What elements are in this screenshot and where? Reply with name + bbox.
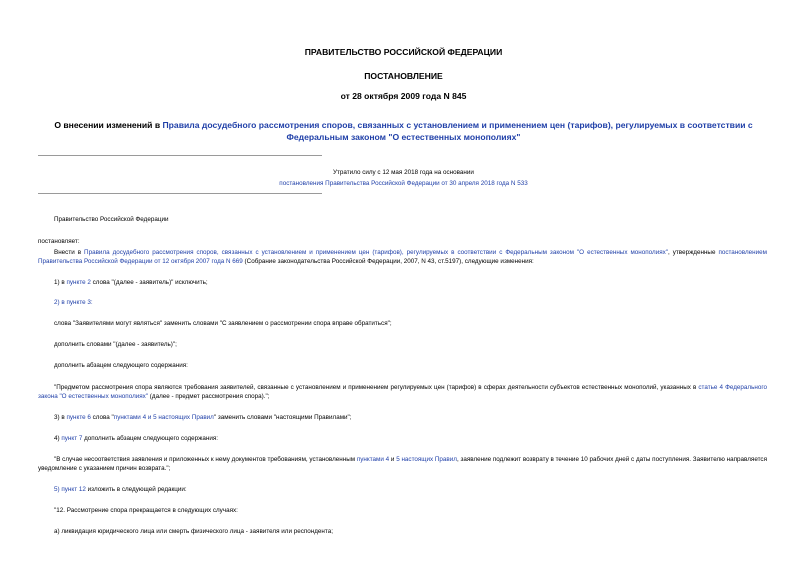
title-rules-link[interactable]: Правила досудебного рассмотрения споров, связанных с установлением и применением цен (тарифов), регулируемых в соответствии с Федеральным законом "О естественных монополиях" [162,120,753,142]
item-5-a: а) ликвидация юридического лица или смерть физического лица - заявителя или респондента; [54,528,333,535]
item-4-quote-text-3: , заявление подлежит возврату в течение 10 рабочих дней с даты поступления. Заявителю направляется уведомление с указанием причин возврата."; [38,456,767,472]
item-1-link[interactable]: пункте 2 [66,279,91,286]
item-2-quote [38,383,767,401]
status-line-2-wrap [0,180,807,188]
item-5-text-b: изложить в следующей редакции: [85,486,187,493]
item-4-quote-text-2: и [389,456,397,463]
item-1 [54,279,208,287]
item-3-link-2[interactable]: пунктами 4 и 5 настоящих Правил [113,414,214,421]
item-4-quote-link-2[interactable]: 5 настоящих Правил [396,456,457,463]
body-postanovlyaet: постановляет: [38,238,80,245]
item-4-quote-link-1[interactable]: пунктами 4 [356,456,390,463]
title-prefix: О внесении изменений в [54,120,163,130]
intro-rules-link[interactable]: Правила досудебного рассмотрения споров, связанных с установлением и применением цен (тарифов), регулируемых в соответствии с Федеральным законом "О естественных монополиях" [84,249,669,256]
item-3-text-c: " заменить словами "настоящими Правилами"; [213,414,352,421]
intro-text-2: , утвержденные [668,249,719,256]
item-4-text-a: 4) [54,435,62,442]
item-3-link-1[interactable]: пункте 6 [66,414,91,421]
item-4-quote [38,455,767,473]
status-line-1: Утратило силу с 12 мая 2018 года на основании [333,169,474,176]
item-2 [54,299,93,307]
status-rule-bottom [38,193,322,194]
intro-text-3: (Собрание законодательства Российской Федерации, 2007, N 43, ст.5197), следующие изменения: [242,258,534,265]
intro-resolution-link[interactable]: постановлением Правительства Российской Федерации от 12 октября 2007 года N 669 [38,249,767,265]
item-4-quote-text-1: "В случае несоответствия заявления и приложенных к нему документов требованиям, установленным [54,456,357,463]
item-2-quote-link[interactable]: статье 4 Федерального закона "О естественных монополиях" [38,384,767,400]
item-2-text-a: 2) в [54,299,67,306]
item-2-text-b: : [90,299,93,306]
item-1-text-a: 1) в [54,279,67,286]
item-1-text-b: слова "(далее - заявитель)" исключить; [90,279,208,286]
item-2-abzac: дополнить абзацем следующего содержания: [54,362,188,369]
item-3 [54,414,352,422]
item-5-link[interactable]: пункт 12 [61,486,86,493]
item-3-text-a: 3) в [54,414,67,421]
body-government: Правительство Российской Федерации [54,216,169,223]
item-5-quote: "12. Рассмотрение спора прекращается в следующих случаях: [54,507,238,514]
item-5 [54,486,187,494]
body-intro-paragraph [38,248,767,266]
item-2-link[interactable]: пункте 3 [66,299,91,306]
item-2-quote-text-1: "Предметом рассмотрения спора являются требования заявителей, связанные с установлением и применением регулируемых цен (тарифов) в сферах деятельности субъектов естественных монополий, указанных в [54,384,699,391]
item-2-add: дополнить словами "(далее - заявитель)"; [54,341,177,348]
item-4-link[interactable]: пункт 7 [61,435,83,442]
document-title [40,119,767,143]
document-date-number: от 28 октября 2009 года N 845 [340,91,467,101]
status-rule-top [38,155,322,156]
item-5-text-a: 5) [54,486,62,493]
item-4-text-b: дополнить абзацем следующего содержания: [82,435,219,442]
item-3-text-b: слова " [90,414,114,421]
status-repeal-link[interactable]: постановления Правительства Российской Федерации от 30 апреля 2018 года N 533 [279,180,528,187]
item-2-words: слова "Заявителями могут являться" заменить словами "С заявлением о рассмотрении спора вправе обратиться"; [54,320,392,327]
item-2-quote-text-2: (далее - предмет рассмотрения спора)."; [148,393,270,400]
document-type: ПОСТАНОВЛЕНИЕ [364,71,443,81]
intro-text-1: Внести в [54,249,85,256]
government-heading: ПРАВИТЕЛЬСТВО РОССИЙСКОЙ ФЕДЕРАЦИИ [304,47,503,57]
item-4 [54,435,218,443]
